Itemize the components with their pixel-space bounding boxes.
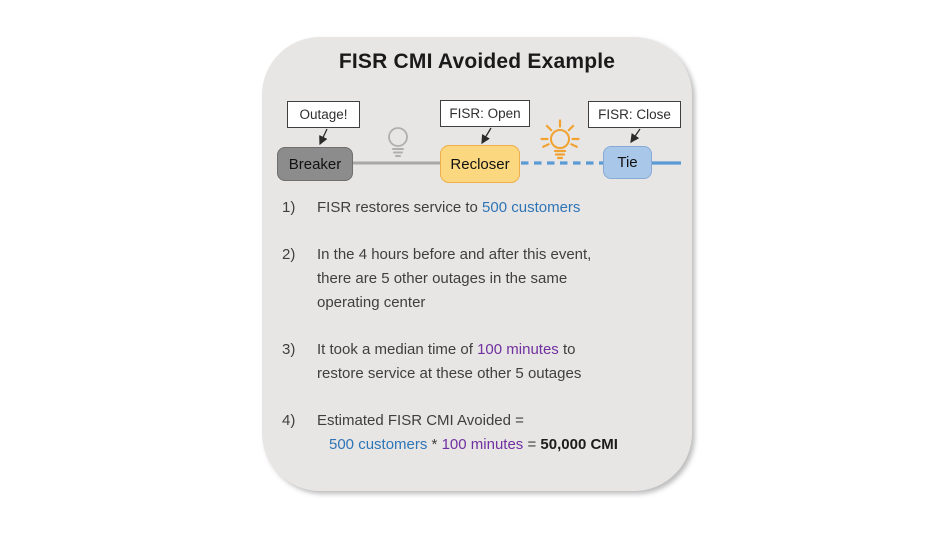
step-text-segment: to (558, 341, 576, 358)
outage-callout-label: Outage! (299, 107, 348, 122)
step-3-line-1 (317, 338, 684, 362)
customers-highlight: 500 customers (329, 436, 428, 453)
step-4-line-2 (317, 433, 684, 457)
cmi-result: 50,000 CMI (540, 436, 618, 453)
step-2-text (317, 243, 684, 315)
fisr-close-arrow (631, 129, 640, 142)
outage-callout (287, 101, 360, 128)
fisr-open-arrow (482, 128, 491, 143)
step-text-segment: operating center (317, 294, 426, 311)
fisr-open-callout (440, 100, 530, 127)
step-text-segment: FISR restores service to (317, 199, 483, 216)
step-4 (282, 409, 684, 457)
step-3 (282, 338, 684, 386)
step-2-line-2 (317, 267, 684, 291)
bulb-on-icon (542, 121, 579, 159)
step-text-segment: there are 5 other outages in the same (317, 270, 568, 287)
step-text-segment: Estimated FISR CMI Avoided = (317, 412, 524, 429)
step-2-line-1 (317, 243, 684, 267)
step-2-line-3 (317, 291, 684, 315)
page-title: FISR CMI Avoided Example (338, 50, 616, 73)
recloser-node-label: Recloser (450, 155, 510, 173)
step-1-line-1 (317, 196, 684, 220)
step-3-number: 3) (282, 341, 296, 358)
recloser-node (440, 145, 520, 183)
step-3-line-2 (317, 362, 684, 386)
fisr-close-callout (588, 101, 681, 128)
step-4-text (317, 409, 684, 457)
step-text-segment: restore service at these other 5 outages (317, 365, 582, 382)
breaker-node-label: Breaker (288, 155, 342, 173)
equals-operator: = (523, 436, 541, 453)
step-1-text (317, 196, 684, 220)
tie-node (603, 146, 652, 179)
steps-list (282, 196, 684, 457)
fisr-close-callout-label: FISR: Close (598, 107, 671, 122)
step-2-number: 2) (282, 246, 296, 263)
fisr-example-card (262, 37, 692, 491)
step-2 (282, 243, 684, 315)
step-4-line-1 (317, 409, 684, 433)
step-1-number: 1) (282, 199, 296, 216)
tie-node-label: Tie (617, 154, 638, 171)
step-4-number: 4) (282, 412, 296, 429)
customers-highlight: 500 customers (482, 199, 581, 216)
breaker-node (277, 147, 353, 181)
step-text-segment: In the 4 hours before and after this event, (317, 246, 592, 263)
minutes-highlight: 100 minutes (477, 341, 559, 358)
outage-arrow (320, 129, 327, 144)
multiply-operator: * (427, 436, 442, 453)
step-1 (282, 196, 684, 220)
step-3-text (317, 338, 684, 386)
fisr-open-callout-label: FISR: Open (449, 106, 521, 121)
bulb-off-icon (389, 128, 407, 156)
minutes-highlight: 100 minutes (441, 436, 524, 453)
step-text-segment: It took a median time of (317, 341, 478, 358)
